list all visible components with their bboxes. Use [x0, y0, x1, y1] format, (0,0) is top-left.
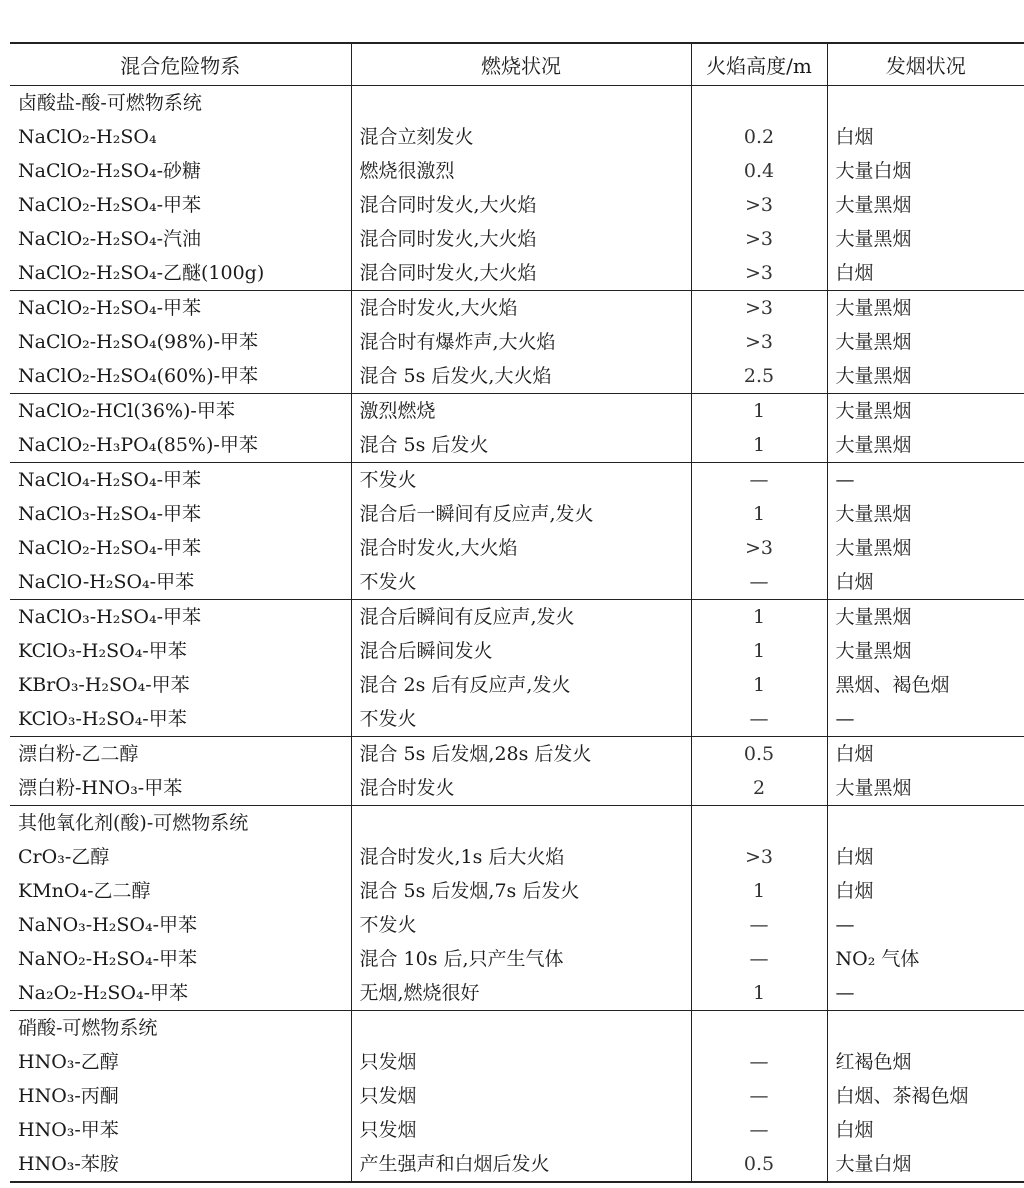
cell-smoke: 红褐色烟: [827, 1045, 1024, 1079]
cell-smoke: 白烟: [827, 120, 1024, 154]
cell-smoke: 大量黑烟: [827, 531, 1024, 565]
cell-smoke: 大量黑烟: [827, 222, 1024, 256]
cell-combustion: 混合 2s 后有反应声,发火: [351, 668, 691, 702]
cell-flame-height: >3: [691, 256, 827, 291]
cell-combustion: 混合 5s 后发火,大火焰: [351, 359, 691, 394]
table-row: [10, 702, 1024, 737]
cell-system: NaClO₂-HCl(36%)-甲苯: [10, 394, 351, 429]
table-row: [10, 840, 1024, 874]
cell-smoke: 大量黑烟: [827, 188, 1024, 222]
cell-system: NaClO₂-H₂SO₄-甲苯: [18, 194, 201, 216]
cell-combustion: 混合 5s 后发烟,28s 后发火: [351, 737, 691, 772]
table-row: [10, 325, 1024, 359]
cell-system: NaClO₃-H₂SO₄-甲苯: [18, 503, 201, 525]
cell-combustion: 产生强声和白烟后发火: [351, 1147, 691, 1182]
table-row: [10, 86, 1024, 121]
cell-flame-height: 0.4: [691, 154, 827, 188]
cell-system: NaClO₂-H₂SO₄-甲苯: [18, 537, 201, 559]
cell-combustion: 激烈燃烧: [351, 394, 691, 429]
table-body: [10, 86, 1024, 1183]
cell-smoke: 大量黑烟: [827, 325, 1024, 359]
cell-system: NaClO₂-H₂SO₄-砂糖: [18, 160, 201, 182]
cell-system: NaNO₂-H₂SO₄-甲苯: [18, 948, 198, 970]
cell-flame-height: [691, 86, 827, 121]
cell-combustion: 混合后瞬间发火: [351, 634, 691, 668]
cell-smoke: —: [827, 908, 1024, 942]
cell-flame-height: —: [691, 565, 827, 600]
cell-flame-height: —: [691, 1045, 827, 1079]
cell-combustion: 混合时发火: [351, 771, 691, 806]
cell-flame-height: 1: [691, 634, 827, 668]
cell-flame-height: [691, 1011, 827, 1046]
hazard-table: [10, 42, 1024, 1183]
table-row: [10, 188, 1024, 222]
header-row: [10, 43, 1024, 86]
cell-flame-height: >3: [691, 291, 827, 326]
table-row: [10, 463, 1024, 498]
cell-flame-height: 1: [691, 976, 827, 1011]
cell-system: NaClO₂-H₃PO₄(85%)-甲苯: [18, 434, 258, 456]
cell-system: CrO₃-乙醇: [18, 846, 110, 868]
cell-flame-height: 2.5: [691, 359, 827, 394]
cell-smoke: NO₂ 气体: [827, 942, 1024, 976]
cell-system: NaClO-H₂SO₄-甲苯: [18, 571, 195, 593]
cell-smoke: 大量黑烟: [827, 634, 1024, 668]
table-row: [10, 908, 1024, 942]
cell-combustion: 混合时发火,1s 后大火焰: [351, 840, 691, 874]
cell-flame-height: >3: [691, 188, 827, 222]
cell-combustion: 只发烟: [351, 1113, 691, 1147]
cell-system: HNO₃-丙酮: [18, 1085, 119, 1107]
table-row: [10, 291, 1024, 326]
cell-flame-height: 1: [691, 497, 827, 531]
table-row: [10, 120, 1024, 154]
cell-combustion: 不发火: [351, 463, 691, 498]
cell-combustion: 混合时有爆炸声,大火焰: [351, 325, 691, 359]
cell-smoke: [827, 86, 1024, 121]
cell-flame-height: 2: [691, 771, 827, 806]
cell-combustion: [351, 86, 691, 121]
cell-smoke: 白烟: [827, 256, 1024, 291]
cell-smoke: —: [827, 976, 1024, 1011]
cell-smoke: 大量黑烟: [827, 600, 1024, 635]
cell-flame-height: [691, 806, 827, 841]
cell-smoke: [827, 1011, 1024, 1046]
cell-combustion: 不发火: [351, 702, 691, 737]
cell-system: 漂白粉-HNO₃-甲苯: [18, 777, 183, 799]
cell-system: 卤酸盐-酸-可燃物系统: [18, 92, 202, 114]
cell-system: NaClO₂-H₂SO₄(60%)-甲苯: [18, 365, 259, 387]
table-row: [10, 222, 1024, 256]
table-row: [10, 497, 1024, 531]
cell-flame-height: —: [691, 463, 827, 498]
table-row: [10, 634, 1024, 668]
cell-system: HNO₃-苯胺: [10, 1147, 351, 1182]
table-row: [10, 771, 1024, 806]
cell-flame-height: 1: [691, 668, 827, 702]
cell-flame-height: 0.5: [691, 1147, 827, 1182]
cell-flame-height: 0.5: [691, 737, 827, 772]
cell-flame-height: >3: [691, 222, 827, 256]
cell-system: KMnO₄-乙二醇: [18, 880, 151, 902]
cell-smoke: 白烟: [827, 1113, 1024, 1147]
cell-system: NaClO₂-H₂SO₄-甲苯: [10, 291, 351, 326]
table-row: [10, 874, 1024, 908]
table-row: [10, 737, 1024, 772]
cell-system: KClO₃-H₂SO₄-甲苯: [18, 640, 187, 662]
cell-system: Na₂O₂-H₂SO₄-甲苯: [18, 982, 188, 1004]
cell-combustion: 混合后瞬间有反应声,发火: [351, 600, 691, 635]
cell-system: NaClO₂-H₂SO₄(98%)-甲苯: [18, 331, 259, 353]
cell-system: 硝酸-可燃物系统: [10, 1011, 351, 1046]
cell-system: 其他氧化剂(酸)-可燃物系统: [10, 806, 351, 841]
cell-smoke: 白烟、茶褐色烟: [827, 1079, 1024, 1113]
table-row: [10, 1147, 1024, 1182]
table-row: [10, 394, 1024, 429]
table-row: [10, 600, 1024, 635]
cell-combustion: 混合同时发火,大火焰: [351, 188, 691, 222]
header-combustion: 燃烧状况: [351, 43, 691, 86]
table-row: [10, 1045, 1024, 1079]
cell-flame-height: —: [691, 908, 827, 942]
cell-smoke: 大量黑烟: [827, 359, 1024, 394]
table-row: [10, 428, 1024, 463]
header-smoke: 发烟状况: [827, 43, 1024, 86]
cell-system: KClO₃-H₂SO₄-甲苯: [18, 708, 187, 730]
cell-system: NaClO₂-H₂SO₄-汽油: [18, 228, 201, 250]
cell-smoke: 大量黑烟: [827, 428, 1024, 463]
table-row: [10, 256, 1024, 291]
cell-flame-height: —: [691, 702, 827, 737]
cell-smoke: 大量黑烟: [827, 394, 1024, 429]
cell-system: NaClO₂-H₂SO₄-乙醚(100g): [18, 262, 265, 284]
header-flame-height: 火焰高度/m: [691, 43, 827, 86]
cell-system: HNO₃-乙醇: [18, 1051, 119, 1073]
cell-system: NaClO₂-H₂SO₄: [18, 126, 157, 148]
cell-combustion: 混合时发火,大火焰: [351, 531, 691, 565]
cell-flame-height: —: [691, 1113, 827, 1147]
cell-smoke: 大量白烟: [827, 154, 1024, 188]
table-row: [10, 565, 1024, 600]
cell-flame-height: 1: [691, 394, 827, 429]
cell-combustion: 混合 5s 后发火: [351, 428, 691, 463]
cell-flame-height: 1: [691, 874, 827, 908]
cell-system: KBrO₃-H₂SO₄-甲苯: [18, 674, 190, 696]
cell-flame-height: >3: [691, 325, 827, 359]
cell-flame-height: 0.2: [691, 120, 827, 154]
cell-combustion: 只发烟: [351, 1079, 691, 1113]
table-row: [10, 359, 1024, 394]
cell-smoke: 白烟: [827, 874, 1024, 908]
cell-system: 漂白粉-乙二醇: [10, 737, 351, 772]
cell-flame-height: >3: [691, 531, 827, 565]
cell-smoke: 黑烟、褐色烟: [827, 668, 1024, 702]
table-row: [10, 942, 1024, 976]
cell-system: NaClO₃-H₂SO₄-甲苯: [10, 600, 351, 635]
table-row: [10, 976, 1024, 1011]
cell-flame-height: —: [691, 1079, 827, 1113]
cell-combustion: 不发火: [351, 565, 691, 600]
cell-smoke: 大量黑烟: [827, 291, 1024, 326]
table-row: [10, 668, 1024, 702]
cell-smoke: 大量白烟: [827, 1147, 1024, 1182]
cell-combustion: 不发火: [351, 908, 691, 942]
cell-system: HNO₃-甲苯: [18, 1119, 119, 1141]
table-row: [10, 1011, 1024, 1046]
cell-combustion: 只发烟: [351, 1045, 691, 1079]
cell-flame-height: >3: [691, 840, 827, 874]
cell-smoke: —: [827, 463, 1024, 498]
cell-combustion: 混合 10s 后,只产生气体: [351, 942, 691, 976]
table-row: [10, 806, 1024, 841]
table-row: [10, 1113, 1024, 1147]
header-system: 混合危险物系: [10, 43, 351, 86]
cell-combustion: 燃烧很激烈: [351, 154, 691, 188]
cell-flame-height: —: [691, 942, 827, 976]
cell-system: NaClO₄-H₂SO₄-甲苯: [10, 463, 351, 498]
cell-combustion: [351, 806, 691, 841]
cell-combustion: 混合时发火,大火焰: [351, 291, 691, 326]
cell-smoke: —: [827, 702, 1024, 737]
table-row: [10, 154, 1024, 188]
cell-combustion: [351, 1011, 691, 1046]
cell-smoke: [827, 806, 1024, 841]
cell-combustion: 混合同时发火,大火焰: [351, 256, 691, 291]
cell-combustion: 无烟,燃烧很好: [351, 976, 691, 1011]
cell-combustion: 混合 5s 后发烟,7s 后发火: [351, 874, 691, 908]
table-row: [10, 531, 1024, 565]
cell-combustion: 混合立刻发火: [351, 120, 691, 154]
cell-combustion: 混合同时发火,大火焰: [351, 222, 691, 256]
cell-flame-height: 1: [691, 428, 827, 463]
cell-smoke: 白烟: [827, 737, 1024, 772]
cell-combustion: 混合后一瞬间有反应声,发火: [351, 497, 691, 531]
cell-smoke: 白烟: [827, 840, 1024, 874]
cell-flame-height: 1: [691, 600, 827, 635]
table-row: [10, 1079, 1024, 1113]
cell-smoke: 大量黑烟: [827, 497, 1024, 531]
cell-system: NaNO₃-H₂SO₄-甲苯: [18, 914, 198, 936]
cell-smoke: 白烟: [827, 565, 1024, 600]
cell-smoke: 大量黑烟: [827, 771, 1024, 806]
